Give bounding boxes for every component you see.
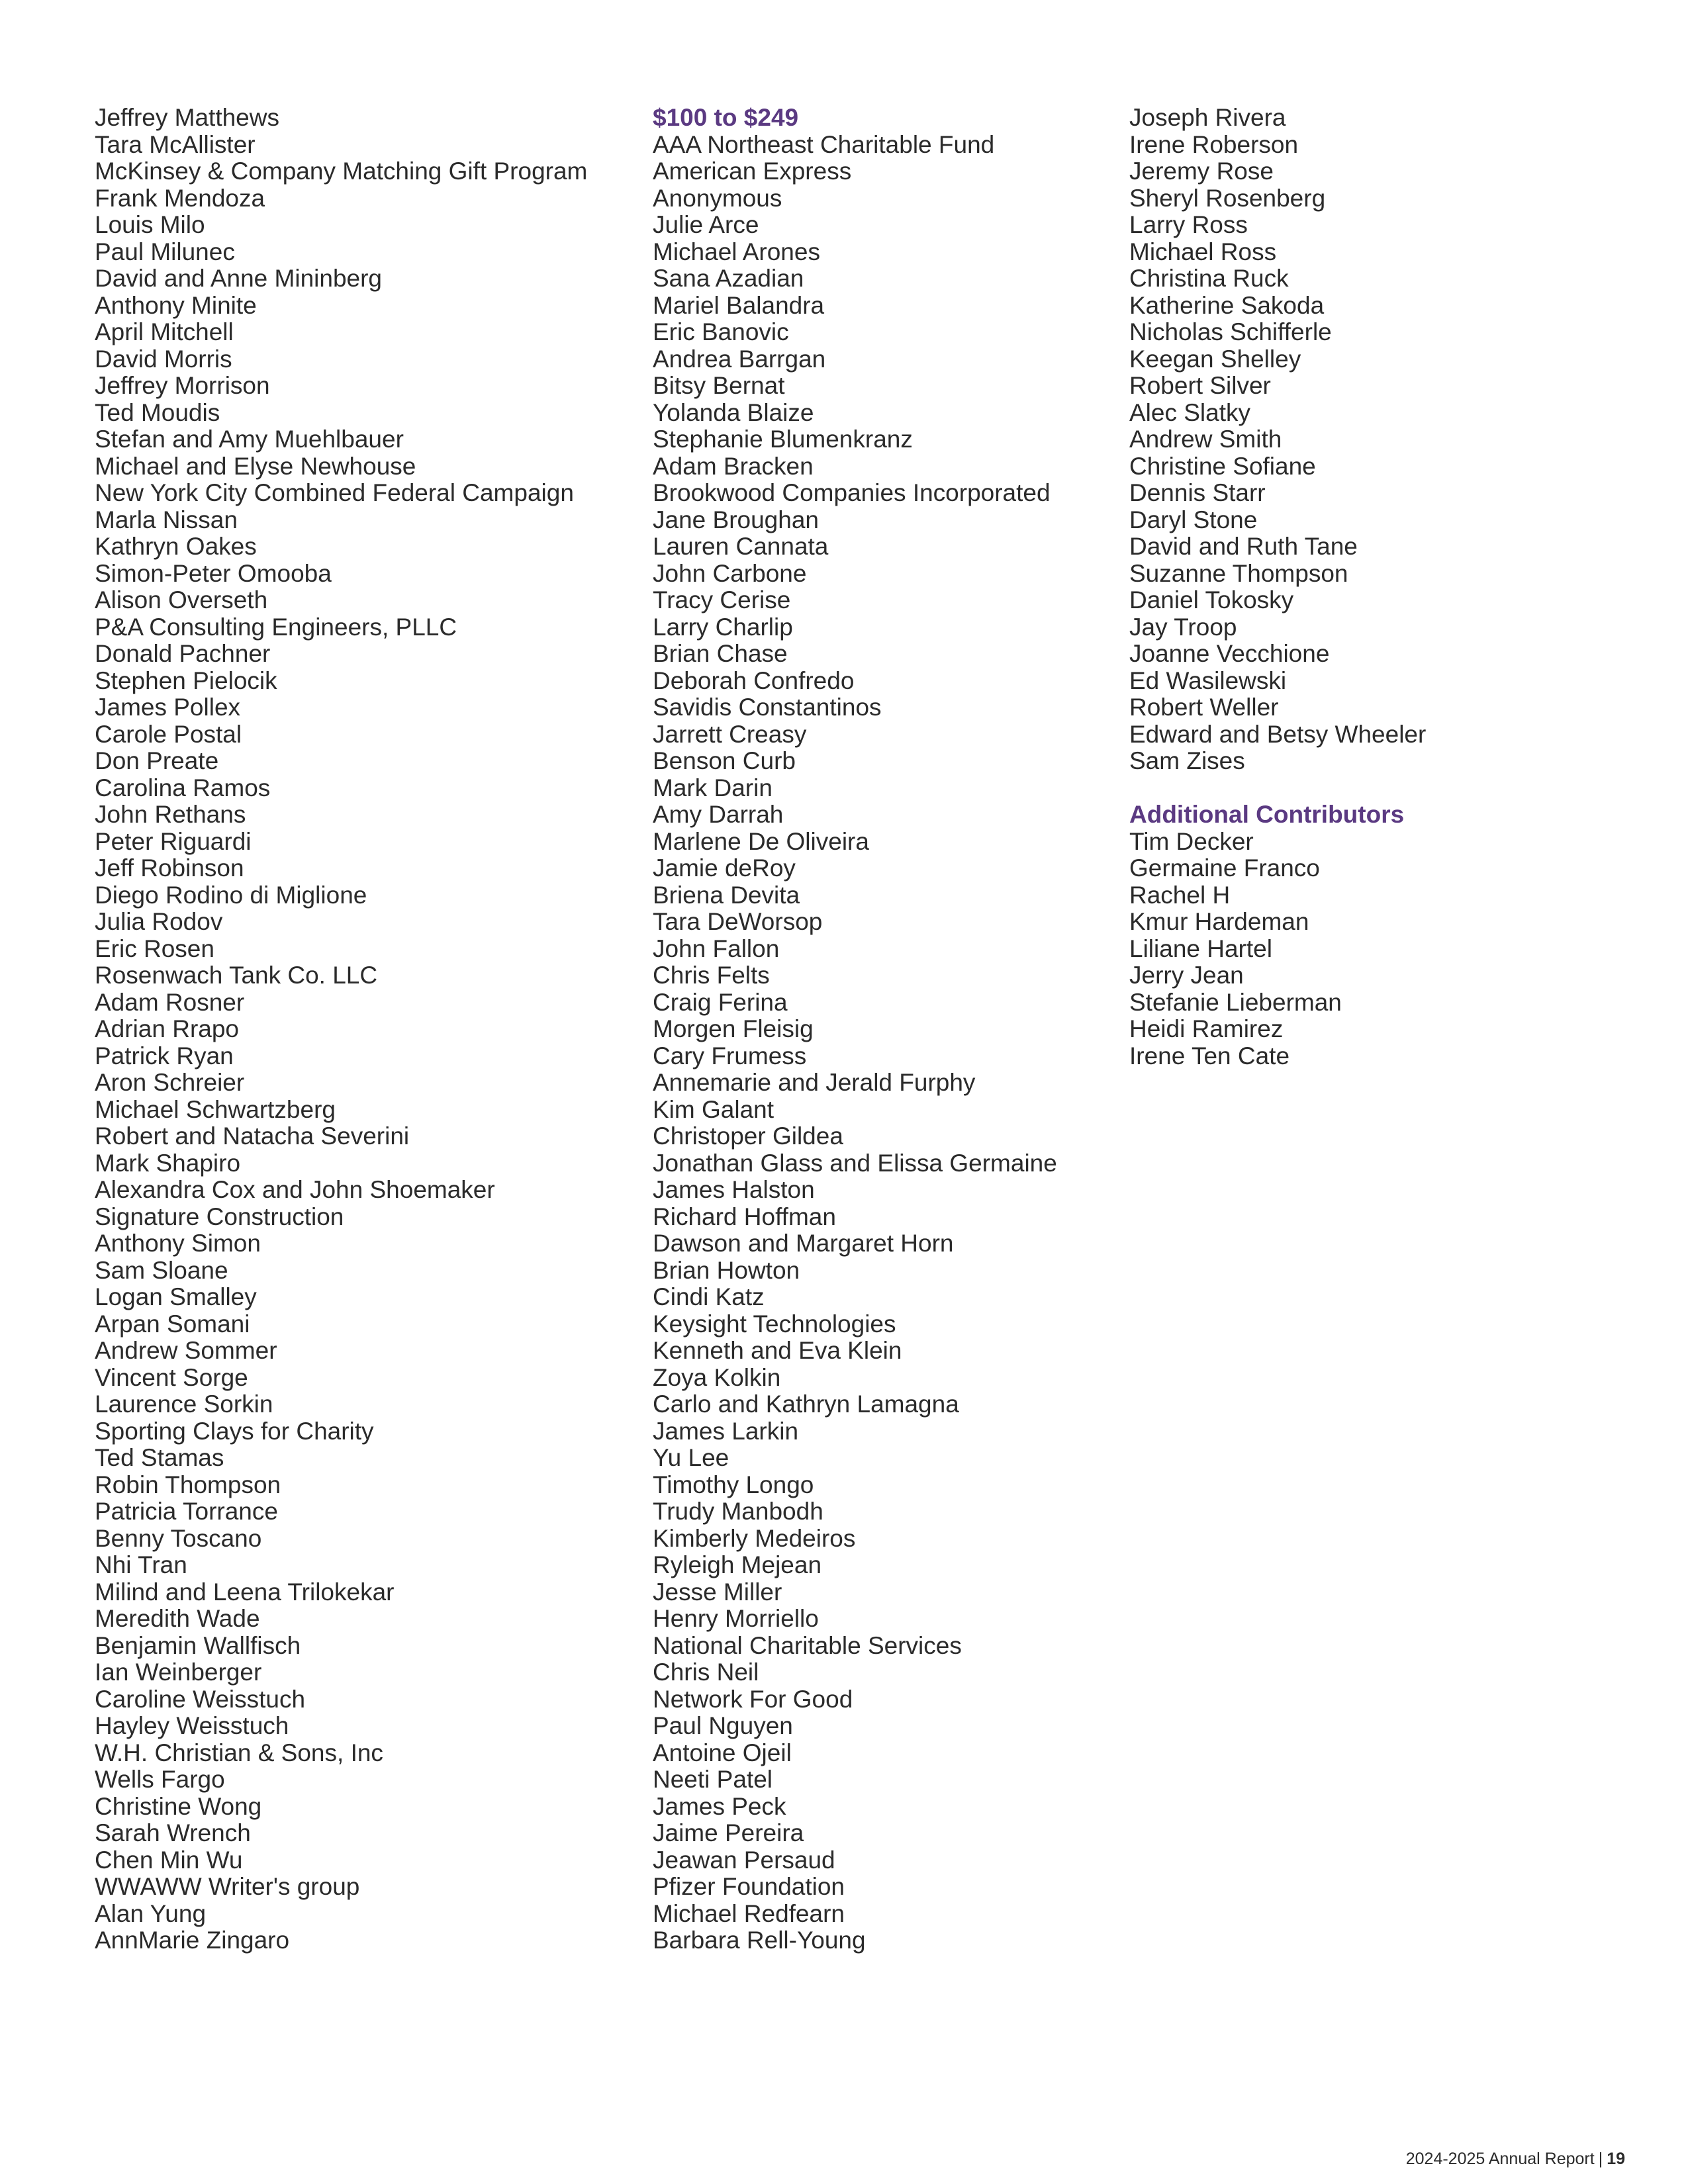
donor-name: Barbara Rell-Young [653,1927,866,1954]
donor-name: Peter Riguardi [95,827,252,855]
donor-name: Jerry Jean [1129,962,1244,989]
donor-name: Alan Yung [95,1899,207,1927]
donor-column-2 [653,105,1129,1954]
donor-name: Deborah Confredo [653,666,855,694]
donor-name: Liliane Hartel [1129,934,1272,962]
donor-name: Sana Azadian [653,265,804,292]
donor-name: Jonathan Glass and Elissa Germaine [653,1149,1057,1177]
donor-name: Trudy Manbodh [653,1498,823,1525]
donor-name: Michael Redfearn [653,1899,845,1927]
page-footer [1406,2150,1625,2169]
donor-name: Dawson and Margaret Horn [653,1230,954,1257]
donor-name: John Carbone [653,559,807,587]
donor-name: Jaime Pereira [653,1819,804,1846]
donor-list [95,105,637,1954]
donor-name: Chris Felts [653,962,770,989]
donor-name: Benny Toscano [95,1524,262,1552]
donor-name: Suzanne Thompson [1129,559,1348,587]
donor-name: Ed Wasilewski [1129,666,1287,694]
donor-name: Jarrett Creasy [653,720,807,748]
donor-name: Timothy Longo [653,1471,814,1498]
donor-name: Lauren Cannata [653,533,829,560]
donor-name: Brookwood Companies Incorporated [653,479,1051,506]
donor-name: Sheryl Rosenberg [1129,184,1326,212]
donor-name: Briena Devita [653,881,800,909]
donor-name: Paul Nguyen [653,1712,793,1739]
donor-name: Heidi Ramirez [1129,1015,1284,1042]
donor-name: Irene Roberson [1129,130,1299,158]
donor-name: Cary Frumess [653,1042,807,1069]
donor-name: Patrick Ryan [95,1042,234,1069]
donor-name: Neeti Patel [653,1766,773,1793]
donor-list [1129,105,1593,775]
donor-name: Anthony Minite [95,291,257,319]
donor-name: Ted Stamas [95,1444,224,1471]
donor-name: Brian Chase [653,640,788,667]
donor-name: Edward and Betsy Wheeler [1129,720,1427,748]
donor-name: Daryl Stone [1129,506,1258,533]
donor-name: James Larkin [653,1417,799,1445]
donor-name: Anthony Simon [95,1230,261,1257]
donor-name: Arpan Somani [95,1310,250,1338]
donor-name: Antoine Ojeil [653,1739,792,1766]
donor-name: Mariel Balandra [653,291,825,319]
donor-name: Wells Fargo [95,1766,225,1793]
donor-name: Dennis Starr [1129,479,1266,506]
donor-name: Robert and Natacha Severini [95,1122,410,1150]
donor-name: Carlo and Kathryn Lamagna [653,1390,959,1418]
donor-list [653,132,1129,1954]
donor-column-1 [95,105,637,1954]
donor-name: Network For Good [653,1685,853,1713]
donor-name: WWAWW Writer's group [95,1873,360,1900]
donor-name: Marla Nissan [95,506,238,533]
donor-name: Ryleigh Mejean [653,1551,822,1578]
donor-name: Jeffrey Matthews [95,104,279,131]
donor-name: Joanne Vecchione [1129,640,1330,667]
donor-name: April Mitchell [95,318,234,345]
page-number: 19 [1607,2150,1625,2168]
donor-name: Cindi Katz [653,1283,765,1310]
donor-name: Carolina Ramos [95,774,271,801]
donor-name: Yolanda Blaize [653,398,814,426]
donor-name: Alison Overseth [95,586,268,614]
donor-name: Kim Galant [653,1095,774,1123]
donor-name: Robert Silver [1129,372,1271,399]
donor-name: Christine Sofiane [1129,452,1316,480]
donor-name: Tracy Cerise [653,586,791,614]
donor-name: Jamie deRoy [653,854,796,882]
donor-name: Katherine Sakoda [1129,291,1325,319]
donor-name: Donald Pachner [95,640,271,667]
donor-name: Milind and Leena Trilokekar [95,1578,395,1606]
donor-name: Richard Hoffman [653,1203,836,1230]
donor-name: Stefan and Amy Muehlbauer [95,426,404,453]
donor-name: Ian Weinberger [95,1659,262,1686]
donor-name: W.H. Christian & Sons, Inc [95,1739,383,1766]
donor-name: Eric Rosen [95,934,214,962]
donor-name: Jesse Miller [653,1578,782,1606]
donor-name: Ted Moudis [95,398,220,426]
donor-name: Adam Rosner [95,988,245,1016]
donor-name: Simon-Peter Omooba [95,559,332,587]
donor-name: Aron Schreier [95,1069,245,1096]
donor-name: National Charitable Services [653,1631,962,1659]
donor-name: Adam Bracken [653,452,814,480]
donor-name: Tara McAllister [95,130,256,158]
donor-name: Meredith Wade [95,1605,260,1632]
donor-name: Chris Neil [653,1659,759,1686]
donor-name: Bitsy Bernat [653,372,785,399]
donor-name: Carole Postal [95,720,242,748]
donor-name: David Morris [95,345,232,373]
donor-name: Adrian Rrapo [95,1015,240,1042]
donor-name: New York City Combined Federal Campaign [95,479,574,506]
donor-name: Patricia Torrance [95,1498,278,1525]
donor-name: Kimberly Medeiros [653,1524,856,1552]
donor-name: Diego Rodino di Miglione [95,881,367,909]
donor-name: Michael Arones [653,238,820,265]
donor-name: Savidis Constantinos [653,694,882,721]
donor-name: Jeawan Persaud [653,1846,835,1874]
donor-name: Kmur Hardeman [1129,908,1309,935]
donor-name: Eric Banovic [653,318,789,345]
donor-name: Morgen Fleisig [653,1015,814,1042]
donor-name: Stephanie Blumenkranz [653,426,913,453]
donor-name: Alexandra Cox and John Shoemaker [95,1176,495,1203]
section-heading-100-249: $100 to $249 [653,104,799,131]
donor-name: Germaine Franco [1129,854,1320,882]
donor-name: Stephen Pielocik [95,666,277,694]
donor-name: Nhi Tran [95,1551,187,1578]
donor-name: James Peck [653,1792,786,1820]
donor-column-3 [1129,105,1593,1069]
donor-name: Sam Zises [1129,747,1245,774]
donor-name: Andrew Sommer [95,1337,277,1364]
donor-name: Chen Min Wu [95,1846,243,1874]
donor-name: Tim Decker [1129,827,1254,855]
donor-name: Daniel Tokosky [1129,586,1294,614]
donor-name: Michael Ross [1129,238,1277,265]
donor-name: Jeffrey Morrison [95,372,270,399]
donor-name: Mark Shapiro [95,1149,241,1177]
donor-name: Hayley Weisstuch [95,1712,289,1739]
donor-name: James Halston [653,1176,815,1203]
donor-name: Christina Ruck [1129,265,1289,292]
additional-contributors-list [1129,829,1593,1070]
donor-name: Michael and Elyse Newhouse [95,452,416,480]
donor-name: Zoya Kolkin [653,1363,781,1391]
donor-name: James Pollex [95,694,241,721]
report-title: 2024-2025 Annual Report [1405,2150,1595,2168]
donor-name: Benjamin Wallfisch [95,1631,301,1659]
donor-name: Pfizer Foundation [653,1873,845,1900]
donor-name: Caroline Weisstuch [95,1685,306,1713]
donor-name: Alec Slatky [1129,398,1251,426]
donor-name: Andrea Barrgan [653,345,826,373]
donor-name: Anonymous [653,184,782,212]
donor-name: Amy Darrah [653,801,784,828]
donor-name: Jane Broughan [653,506,819,533]
donor-name: Tara DeWorsop [653,908,823,935]
donor-name: Paul Milunec [95,238,235,265]
donor-name: Andrew Smith [1129,426,1282,453]
donor-name: Sporting Clays for Charity [95,1417,374,1445]
donor-name: Christoper Gildea [653,1122,843,1150]
donor-name: Robert Weller [1129,694,1279,721]
donor-name: Henry Morriello [653,1605,819,1632]
donor-name: Jay Troop [1129,613,1237,641]
donor-name: Rachel H [1129,881,1231,909]
donor-name: P&A Consulting Engineers, PLLC [95,613,457,641]
donor-name: Sam Sloane [95,1256,228,1284]
donor-name: David and Ruth Tane [1129,533,1358,560]
donor-name: McKinsey & Company Matching Gift Program [95,158,588,185]
donor-name: Annemarie and Jerald Furphy [653,1069,976,1096]
donor-name: Michael Schwartzberg [95,1095,336,1123]
donor-name: David and Anne Mininberg [95,265,383,292]
donor-name: John Fallon [653,934,780,962]
donor-name: Kathryn Oakes [95,533,257,560]
donor-name: Christine Wong [95,1792,262,1820]
donor-name: Kenneth and Eva Klein [653,1337,902,1364]
donor-name: Stefanie Lieberman [1129,988,1342,1016]
donor-name: Signature Construction [95,1203,344,1230]
donor-name: American Express [653,158,852,185]
donor-name: Larry Charlip [653,613,793,641]
donor-name: Vincent Sorge [95,1363,248,1391]
donor-name: Julia Rodov [95,908,223,935]
donor-name: Julie Arce [653,211,759,238]
donor-name: John Rethans [95,801,246,828]
donor-name: Jeremy Rose [1129,158,1274,185]
donor-name: Craig Ferina [653,988,788,1016]
section-spacer [1129,775,1593,802]
donor-name: Sarah Wrench [95,1819,251,1846]
donor-name: Benson Curb [653,747,796,774]
donor-name: Robin Thompson [95,1471,281,1498]
donor-name: Don Preate [95,747,219,774]
donor-name: Joseph Rivera [1129,104,1286,131]
donor-name: Marlene De Oliveira [653,827,869,855]
donor-name: Louis Milo [95,211,205,238]
donor-name: Larry Ross [1129,211,1248,238]
donor-name: Yu Lee [653,1444,729,1471]
section-heading-additional-contributors: Additional Contributors [1129,801,1405,828]
donor-name: AnnMarie Zingaro [95,1927,290,1954]
donor-name: Rosenwach Tank Co. LLC [95,962,378,989]
footer-separator: | [1598,2150,1603,2168]
donor-name: Keegan Shelley [1129,345,1301,373]
donor-name: Logan Smalley [95,1283,257,1310]
donor-name: Laurence Sorkin [95,1390,273,1418]
donor-name: Mark Darin [653,774,773,801]
donor-name: AAA Northeast Charitable Fund [653,130,995,158]
donor-name: Brian Howton [653,1256,800,1284]
donor-name: Jeff Robinson [95,854,244,882]
donor-name: Keysight Technologies [653,1310,896,1338]
donor-name: Irene Ten Cate [1129,1042,1290,1069]
donor-name: Frank Mendoza [95,184,265,212]
donor-name: Nicholas Schifferle [1129,318,1332,345]
